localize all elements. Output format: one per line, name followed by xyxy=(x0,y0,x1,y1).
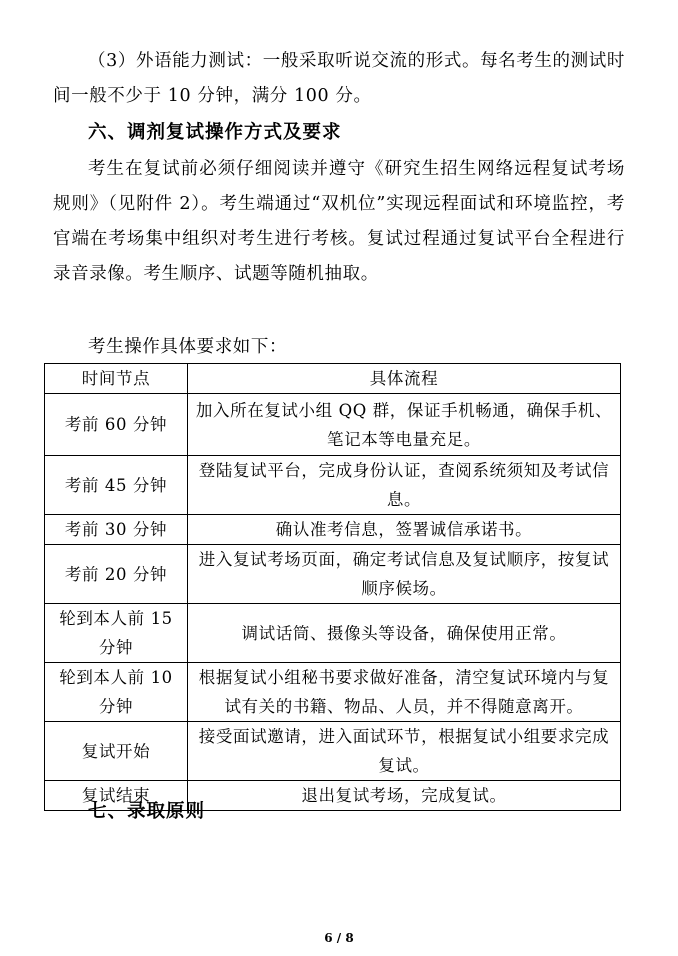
table-row xyxy=(45,604,621,663)
heading-section-6: 六、调剂复试操作方式及要求 xyxy=(88,122,342,143)
row-process-cell: 根据复试小组秘书要求做好准备，清空复试环境内与复试有关的书籍、物品、人员，并不得随意离开。 xyxy=(188,663,621,722)
table-row xyxy=(45,394,621,456)
row-time-cell: 考前 20 分钟 xyxy=(45,545,188,604)
row-time-cell: 轮到本人前 15 分钟 xyxy=(45,604,188,663)
table-row xyxy=(45,663,621,722)
row-time-cell: 考前 45 分钟 xyxy=(45,456,188,515)
table-row xyxy=(45,456,621,515)
table-row xyxy=(45,515,621,545)
row-process-cell: 确认准考信息，签署诚信承诺书。 xyxy=(188,515,621,545)
row-process-cell: 加入所在复试小组 QQ 群，保证手机畅通，确保手机、笔记本等电量充足。 xyxy=(188,394,621,456)
table-header-row xyxy=(45,364,621,394)
heading-section-7: 七、录取原则 xyxy=(88,801,206,822)
paragraph-requirements-intro: 考生操作具体要求如下： xyxy=(88,337,288,357)
page-number: 6 / 8 xyxy=(324,931,354,945)
table-header-process: 具体流程 xyxy=(188,364,621,394)
row-process-cell: 调试话筒、摄像头等设备，确保使用正常。 xyxy=(188,604,621,663)
row-time-cell: 考前 30 分钟 xyxy=(45,515,188,545)
row-process-cell: 退出复试考场，完成复试。 xyxy=(188,781,621,811)
row-time-cell: 考前 60 分钟 xyxy=(45,394,188,456)
table-row xyxy=(45,545,621,604)
requirements-table xyxy=(44,363,621,811)
row-process-cell: 进入复试考场页面，确定考试信息及复试顺序，按复试顺序候场。 xyxy=(188,545,621,604)
paragraph-retest-rules: 考生在复试前必须仔细阅读并遵守《研究生招生网络远程复试考场规则》（见附件 2）。考生端通过“双机位”实现远程面试和环境监控，考官端在考场集中组织对考生进行考核。复试过程通过复试平台全程进行录音录像。考生顺序、试题等随机抽取。 xyxy=(53,159,625,284)
row-time-cell: 轮到本人前 10 分钟 xyxy=(45,663,188,722)
paragraph-foreign-language-test: （3）外语能力测试：一般采取听说交流的形式。每名考生的测试时间一般不少于 10 分钟，满分 100 分。 xyxy=(53,51,625,106)
row-time-cell: 复试结束 xyxy=(45,781,188,811)
table-row xyxy=(45,722,621,781)
row-process-cell: 接受面试邀请，进入面试环节，根据复试小组要求完成复试。 xyxy=(188,722,621,781)
row-process-cell: 登陆复试平台，完成身份认证，查阅系统须知及考试信息。 xyxy=(188,456,621,515)
table-header-time: 时间节点 xyxy=(45,364,188,394)
row-time-cell: 复试开始 xyxy=(45,722,188,781)
